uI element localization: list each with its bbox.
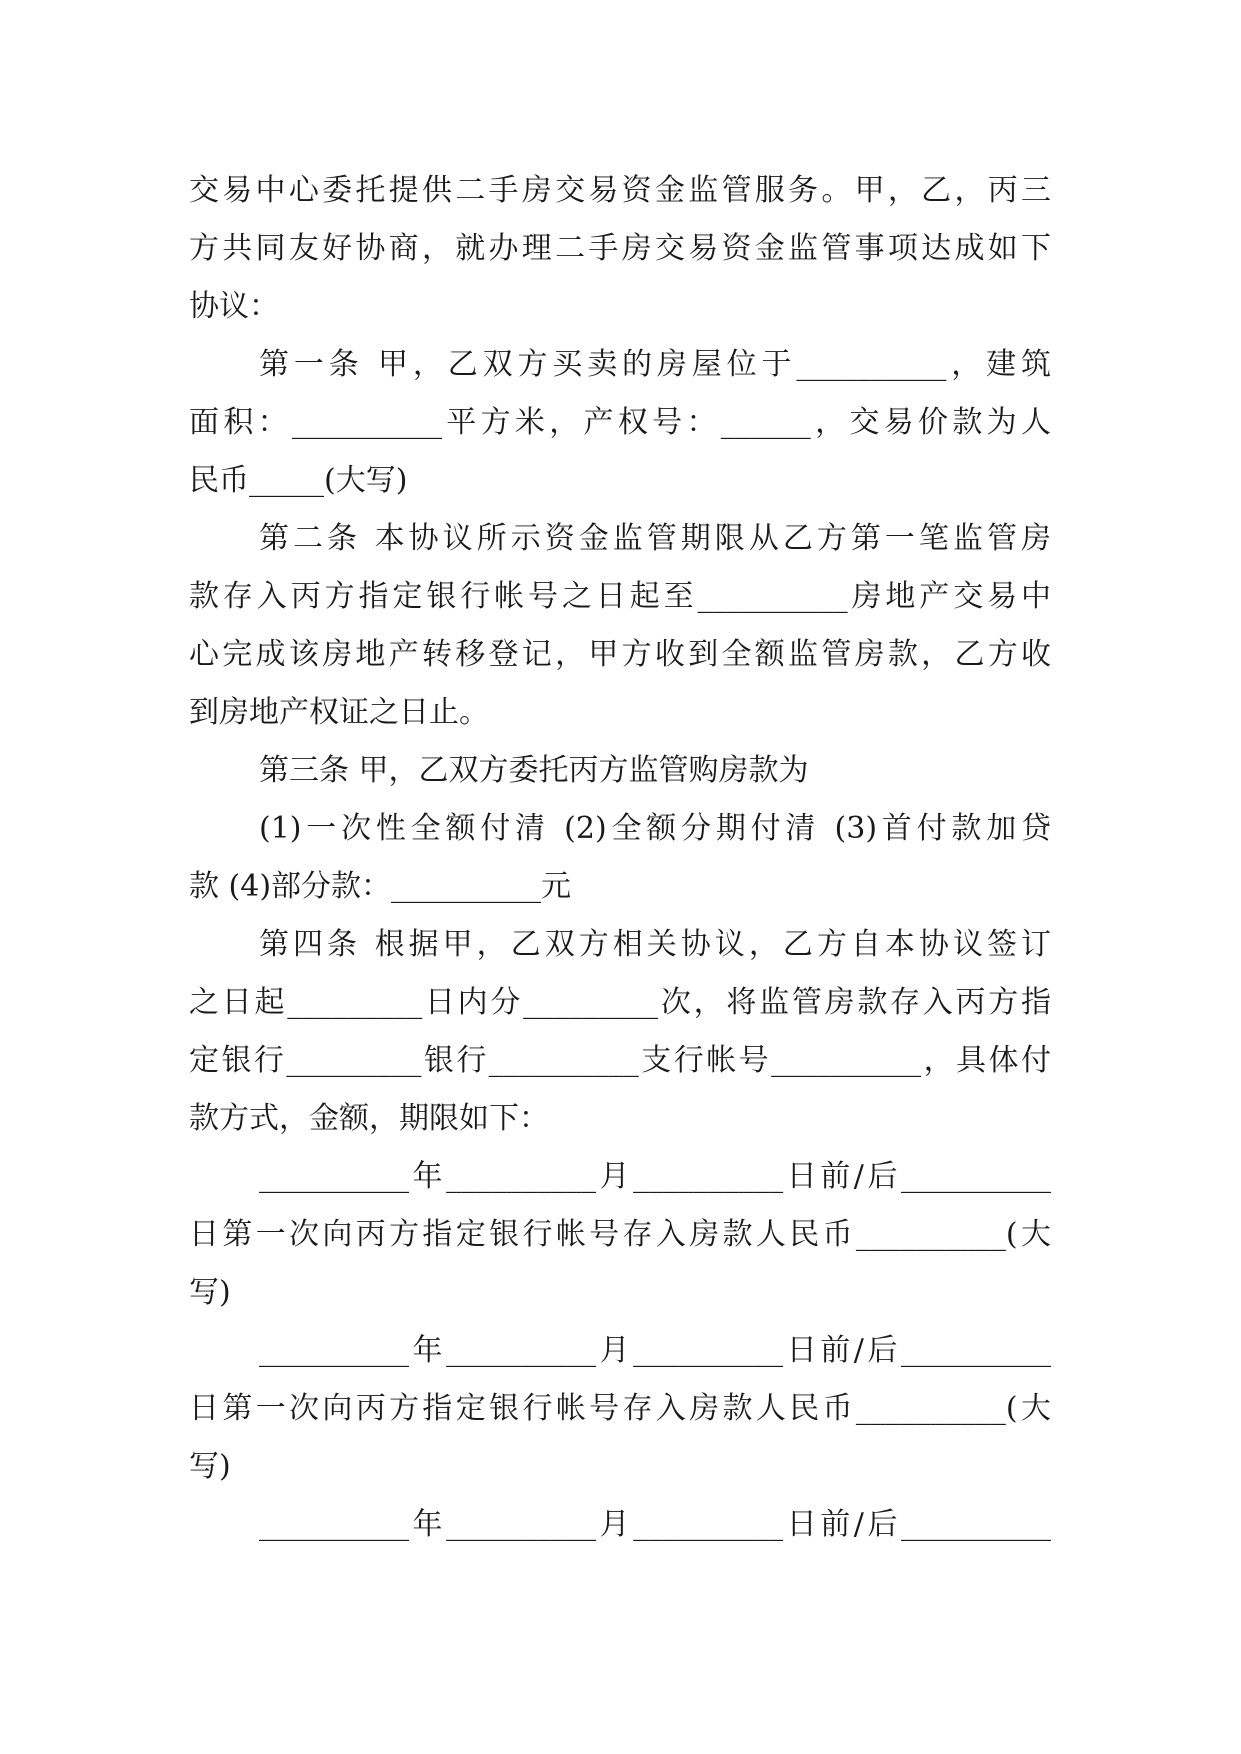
text-line: 定银行_________银行__________支行帐号__________，具体付 <box>189 1043 1051 1078</box>
payment-options-line: (1)一次性全额付清 (2)全额分期付清 (3)首付款加贷 <box>259 811 1051 846</box>
text-line: 之日起_________日内分_________次，将监管房款存入丙方指 <box>189 985 1051 1020</box>
text-line: 面积：__________平方米，产权号：______，交易价款为人 <box>189 405 1051 440</box>
text-line: 协议： <box>189 289 279 324</box>
text-line: 日第一次向丙方指定银行帐号存入房款人民币__________(大 <box>189 1217 1051 1252</box>
text-line: 到房地产权证之日止。 <box>189 695 489 730</box>
article-1-line: 第一条 甲，乙双方买卖的房屋位于__________，建筑 <box>259 347 1051 382</box>
payment-date-line: __________年__________月__________日前/后__________ <box>259 1333 1051 1368</box>
text-line: 方共同友好协商，就办理二手房交易资金监管事项达成如下 <box>189 231 1051 266</box>
text-line: 款方式，金额，期限如下： <box>189 1101 549 1136</box>
text-line: 写) <box>189 1449 231 1484</box>
text-line: 民币_____(大写) <box>189 463 408 498</box>
payment-date-line: __________年__________月__________日前/后__________ <box>259 1507 1051 1542</box>
text-line: 写) <box>189 1275 231 1310</box>
text-line: 日第一次向丙方指定银行帐号存入房款人民币__________(大 <box>189 1391 1051 1426</box>
document-body <box>189 162 1051 1554</box>
article-4-line: 第四条 根据甲，乙双方相关协议，乙方自本协议签订 <box>259 927 1051 962</box>
text-line: 款存入丙方指定银行帐号之日起至__________房地产交易中 <box>189 579 1051 614</box>
text-line: 心完成该房地产转移登记，甲方收到全额监管房款，乙方收 <box>189 637 1051 672</box>
article-2-line: 第二条 本协议所示资金监管期限从乙方第一笔监管房 <box>259 521 1051 556</box>
text-line: 款 (4)部分款：__________元 <box>189 869 572 904</box>
article-3-line: 第三条 甲，乙双方委托丙方监管购房款为 <box>259 753 809 788</box>
text-line: 交易中心委托提供二手房交易资金监管服务。甲，乙，丙三 <box>189 173 1051 208</box>
payment-date-line: __________年__________月__________日前/后__________ <box>259 1159 1051 1194</box>
